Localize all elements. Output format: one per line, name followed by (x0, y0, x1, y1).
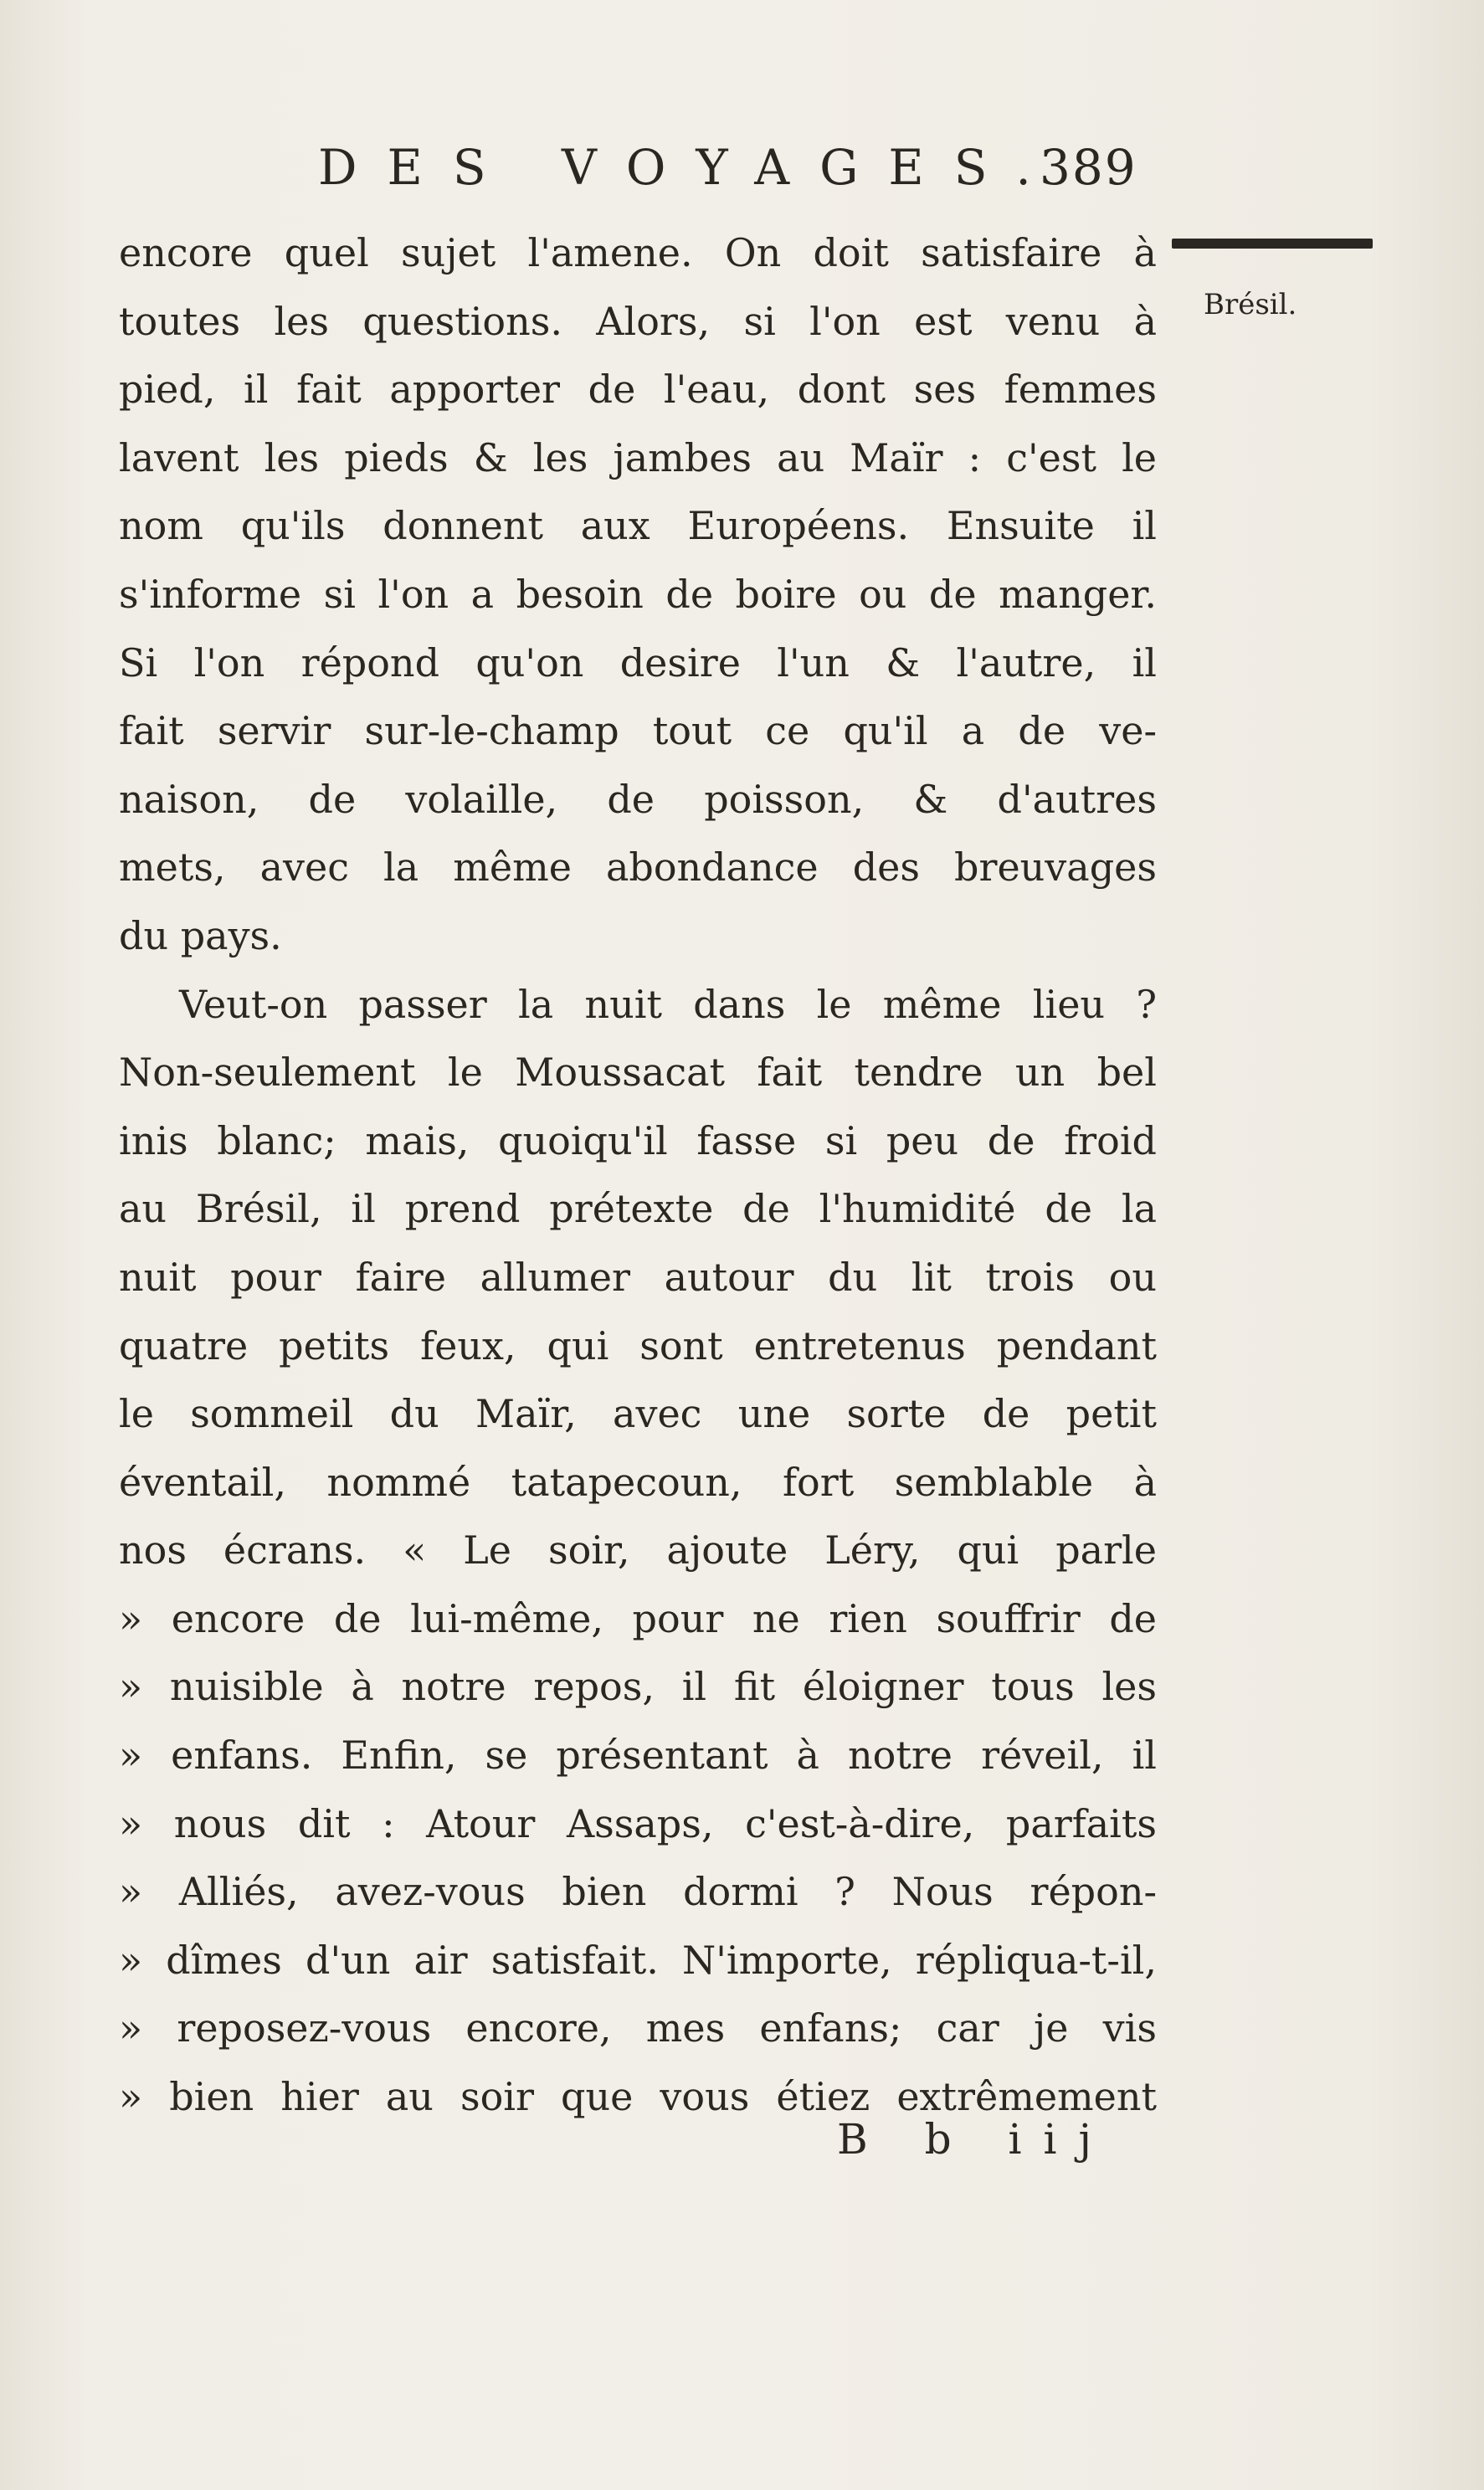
text-line: encore quel sujet l'amene. On doit satisfaire à (119, 230, 1157, 275)
text-line: » Alliés, avez-vous bien dormi ? Nous répon- (119, 1869, 1157, 1915)
text-line: toutes les questions. Alors, si l'on est venu à (119, 298, 1157, 344)
text-line: » dîmes d'un air satisfait. N'importe, répliqua-t-il, (119, 1937, 1157, 1983)
page-number: 389 (1040, 139, 1137, 196)
text-line: Non-seulement le Moussacat fait tendre un bel (119, 1050, 1157, 1096)
text-line: Si l'on répond qu'on desire l'un & l'autre, il (119, 639, 1157, 685)
text-line: lavent les pieds & les jambes au Maïr : c'est le (119, 434, 1157, 480)
margin-note: Brésil. (1204, 288, 1297, 321)
text-line: nos écrans. « Le soir, ajoute Léry, qui parle (119, 1527, 1157, 1574)
text-line: » reposez-vous encore, mes enfans; car je vis (119, 2005, 1157, 2051)
text-line: » encore de lui-même, pour ne rien souffrir de (119, 1595, 1157, 1641)
text-line: pied, il fait apporter de l'eau, dont ses femmes (119, 367, 1157, 413)
body-text (119, 219, 1157, 2132)
text-line: s'informe si l'on a besoin de boire ou de manger. (119, 571, 1157, 617)
text-line: fait servir sur-le-champ tout ce qu'il a de ve- (119, 708, 1157, 754)
text-line: » nuisible à notre repos, il fit éloigner tous les (119, 1664, 1157, 1710)
text-line: » enfans. Enfin, se présentant à notre réveil, il (119, 1733, 1157, 1779)
text-line: nom qu'ils donnent aux Européens. Ensuite il (119, 503, 1157, 549)
text-line: le sommeil du Maïr, avec une sorte de petit (119, 1391, 1157, 1437)
text-line: du pays. (119, 912, 282, 958)
text-line: naison, de volaille, de poisson, & d'autres (119, 776, 1157, 822)
text-line: au Brésil, il prend prétexte de l'humidité de la (119, 1186, 1157, 1232)
text-line: quatre petits feux, qui sont entretenus pendant (119, 1322, 1157, 1368)
text-line: » bien hier au soir que vous étiez extrêmement (119, 2074, 1157, 2120)
text-line: mets, avec la même abondance des breuvages (119, 845, 1157, 891)
signature-mark: B b iij (837, 2115, 1114, 2164)
text-line: inis blanc; mais, quoiqu'il fasse si peu de froid (119, 1117, 1157, 1163)
text-line: éventail, nommé tatapecoun, fort semblable à (119, 1459, 1157, 1505)
text-line: nuit pour faire allumer autour du lit trois ou (119, 1254, 1157, 1300)
running-head (318, 134, 1155, 201)
text-line: » nous dit : Atour Assaps, c'est-à-dire, parfaits (119, 1800, 1157, 1846)
margin-rule (1172, 239, 1373, 249)
text-line: Veut-on passer la nuit dans le même lieu ? (179, 981, 1157, 1027)
running-title: DES VOYAGES. (318, 139, 1061, 196)
